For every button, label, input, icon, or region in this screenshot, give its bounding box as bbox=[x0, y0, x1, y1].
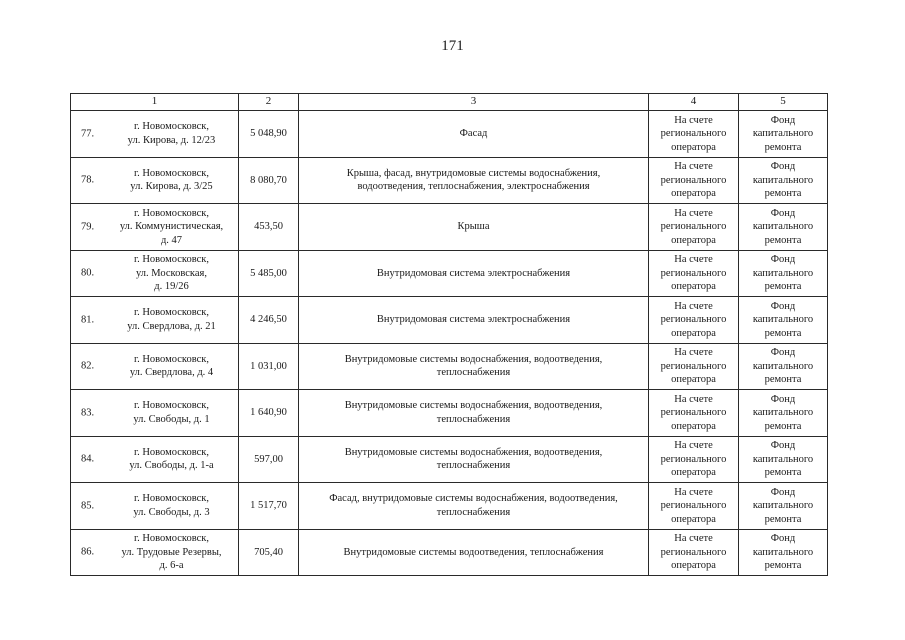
works-line: Крыша bbox=[457, 221, 490, 232]
table-row bbox=[71, 297, 828, 344]
account-cell bbox=[649, 343, 739, 390]
works-cell bbox=[299, 483, 649, 530]
fund-cell bbox=[739, 529, 828, 576]
fund-line: Фонд bbox=[770, 254, 796, 265]
account-line: оператора bbox=[671, 467, 716, 478]
fund-line: капитального bbox=[752, 267, 814, 279]
account-line: На счете bbox=[674, 114, 713, 126]
account-line: На счете bbox=[674, 533, 713, 544]
fund-line: капитального bbox=[752, 546, 814, 558]
column-header-1: 1 bbox=[71, 94, 239, 111]
fund-line: ремонта bbox=[764, 374, 802, 385]
cost-cell: 705,40 bbox=[239, 529, 299, 576]
row-number: 81. bbox=[81, 314, 95, 325]
fund-line: Фонд bbox=[770, 300, 796, 312]
table-row bbox=[71, 483, 828, 530]
address-line: ул. Свободы, д. 3 bbox=[133, 506, 210, 518]
account-line: оператора bbox=[671, 420, 716, 432]
column-header-3: 3 bbox=[299, 94, 649, 111]
works-cell bbox=[299, 250, 649, 297]
address-cell bbox=[71, 483, 239, 530]
address-line: г. Новомосковск, bbox=[133, 167, 210, 179]
address-line: г. Новомосковск, bbox=[133, 533, 210, 544]
account-cell bbox=[649, 250, 739, 297]
fund-line: Фонд bbox=[770, 440, 796, 451]
account-line: оператора bbox=[671, 281, 716, 292]
works-cell bbox=[299, 390, 649, 437]
account-line: регионального bbox=[660, 221, 727, 232]
address-cell bbox=[71, 297, 239, 344]
account-cell bbox=[649, 157, 739, 204]
address-cell bbox=[71, 250, 239, 297]
fund-line: ремонта bbox=[764, 234, 802, 246]
address-line: г. Новомосковск, bbox=[133, 446, 210, 458]
table-row bbox=[71, 343, 828, 390]
fund-cell bbox=[739, 297, 828, 344]
fund-line: ремонта bbox=[764, 281, 802, 292]
cost-cell: 1 517,70 bbox=[239, 483, 299, 530]
account-line: На счете bbox=[674, 393, 713, 405]
works-line: теплоснабжения bbox=[436, 506, 511, 518]
account-line: регионального bbox=[660, 174, 727, 186]
fund-line: Фонд bbox=[770, 533, 796, 544]
account-line: На счете bbox=[674, 161, 713, 172]
works-line: Внутридомовые системы водоснабжения, водоотведения, bbox=[344, 446, 603, 458]
address-line: г. Новомосковск, bbox=[133, 121, 210, 133]
account-line: оператора bbox=[671, 513, 716, 525]
row-number: 78. bbox=[81, 174, 95, 186]
fund-line: капитального bbox=[752, 221, 814, 232]
account-line: регионального bbox=[660, 267, 727, 279]
works-line: Фасад, внутридомовые системы водоснабжения, водоотведения, bbox=[329, 493, 618, 505]
fund-line: капитального bbox=[752, 407, 814, 418]
page-number: 171 bbox=[441, 38, 464, 54]
works-line: Внутридомовая система электроснабжения bbox=[376, 314, 571, 325]
fund-line: капитального bbox=[752, 360, 814, 372]
account-cell bbox=[649, 483, 739, 530]
cost-cell: 5 048,90 bbox=[239, 111, 299, 158]
account-line: оператора bbox=[671, 374, 716, 385]
address-cell bbox=[71, 204, 239, 251]
account-cell bbox=[649, 529, 739, 576]
works-line: Внутридомовые системы водоснабжения, водоотведения, bbox=[344, 353, 603, 365]
account-line: регионального bbox=[660, 360, 727, 372]
address-cell bbox=[71, 436, 239, 483]
address-line: г. Новомосковск, bbox=[133, 493, 210, 505]
works-cell bbox=[299, 436, 649, 483]
row-number: 86. bbox=[81, 546, 95, 558]
cost-cell: 4 246,50 bbox=[239, 297, 299, 344]
address-line: г. Новомосковск, bbox=[133, 400, 210, 412]
fund-line: капитального bbox=[752, 453, 814, 465]
works-cell bbox=[299, 529, 649, 576]
fund-line: ремонта bbox=[764, 513, 802, 525]
address-line: ул. Свердлова, д. 21 bbox=[127, 320, 216, 332]
account-line: регионального bbox=[660, 407, 727, 418]
account-line: оператора bbox=[671, 560, 716, 571]
cost-cell: 1 031,00 bbox=[239, 343, 299, 390]
row-number: 82. bbox=[81, 360, 95, 372]
fund-line: ремонта bbox=[764, 420, 802, 432]
address-line: ул. Кирова, д. 3/25 bbox=[130, 181, 213, 193]
address-line: ул. Московская, bbox=[136, 267, 207, 279]
account-line: На счете bbox=[674, 254, 713, 265]
cost-cell: 1 640,90 bbox=[239, 390, 299, 437]
works-line: водоотведения, теплоснабжения, электроснабжения bbox=[357, 181, 590, 193]
fund-line: Фонд bbox=[770, 207, 796, 219]
fund-cell bbox=[739, 111, 828, 158]
cost-cell: 8 080,70 bbox=[239, 157, 299, 204]
account-line: оператора bbox=[671, 141, 716, 153]
address-line: г. Новомосковск, bbox=[133, 254, 210, 265]
row-number: 80. bbox=[81, 267, 95, 279]
fund-line: Фонд bbox=[770, 393, 796, 405]
account-line: оператора bbox=[671, 234, 716, 246]
address-line: ул. Свободы, д. 1 bbox=[133, 413, 210, 425]
fund-cell bbox=[739, 343, 828, 390]
works-line: Крыша, фасад, внутридомовые системы водоснабжения, bbox=[346, 167, 601, 179]
address-line: ул. Свободы, д. 1-а bbox=[129, 460, 214, 472]
fund-line: ремонта bbox=[764, 188, 802, 199]
address-line: д. 19/26 bbox=[154, 281, 189, 292]
fund-line: Фонд bbox=[770, 486, 796, 498]
cost-cell: 453,50 bbox=[239, 204, 299, 251]
account-line: На счете bbox=[674, 440, 713, 451]
works-line: Внутридомовые системы водоснабжения, водоотведения, bbox=[344, 400, 603, 412]
column-header-4: 4 bbox=[649, 94, 739, 111]
fund-cell bbox=[739, 390, 828, 437]
fund-cell bbox=[739, 483, 828, 530]
row-number: 77. bbox=[81, 128, 95, 139]
fund-line: Фонд bbox=[770, 161, 796, 172]
table-row bbox=[71, 436, 828, 483]
account-line: На счете bbox=[674, 486, 713, 498]
fund-line: капитального bbox=[752, 500, 814, 511]
account-line: На счете bbox=[674, 347, 713, 358]
works-cell bbox=[299, 204, 649, 251]
account-line: На счете bbox=[674, 207, 713, 219]
fund-cell bbox=[739, 157, 828, 204]
address-line: д. 47 bbox=[160, 234, 183, 246]
account-line: регионального bbox=[660, 128, 727, 139]
row-number: 85. bbox=[81, 500, 95, 511]
column-number-row bbox=[71, 94, 828, 111]
column-header-5: 5 bbox=[739, 94, 828, 111]
address-cell bbox=[71, 157, 239, 204]
address-line: ул. Кирова, д. 12/23 bbox=[127, 134, 216, 146]
fund-line: капитального bbox=[752, 174, 814, 186]
account-cell bbox=[649, 436, 739, 483]
works-line: теплоснабжения bbox=[436, 413, 511, 425]
account-line: регионального bbox=[660, 453, 727, 465]
works-line: Внутридомовая система электроснабжения bbox=[376, 267, 571, 279]
works-line: теплоснабжения bbox=[436, 460, 511, 472]
row-number: 84. bbox=[81, 453, 95, 465]
address-cell bbox=[71, 111, 239, 158]
address-line: ул. Свердлова, д. 4 bbox=[129, 367, 214, 379]
table-row bbox=[71, 111, 828, 158]
address-cell bbox=[71, 529, 239, 576]
works-line: Фасад bbox=[459, 128, 488, 139]
account-cell bbox=[649, 297, 739, 344]
fund-line: капитального bbox=[752, 128, 814, 139]
fund-line: ремонта bbox=[764, 467, 802, 478]
works-cell bbox=[299, 343, 649, 390]
account-line: На счете bbox=[674, 300, 713, 312]
address-line: г. Новомосковск, bbox=[133, 307, 210, 319]
address-cell bbox=[71, 390, 239, 437]
address-line: д. 6-а bbox=[159, 560, 184, 571]
table-row bbox=[71, 390, 828, 437]
address-line: ул. Коммунистическая, bbox=[119, 221, 224, 232]
fund-line: Фонд bbox=[770, 114, 796, 126]
account-cell bbox=[649, 390, 739, 437]
account-cell bbox=[649, 204, 739, 251]
table-row bbox=[71, 250, 828, 297]
table-body bbox=[71, 111, 828, 576]
row-number: 79. bbox=[81, 221, 95, 232]
fund-line: ремонта bbox=[764, 560, 802, 571]
account-line: оператора bbox=[671, 327, 716, 339]
account-cell bbox=[649, 111, 739, 158]
repair-registry-table bbox=[70, 93, 828, 576]
fund-cell bbox=[739, 436, 828, 483]
cost-cell: 5 485,00 bbox=[239, 250, 299, 297]
account-line: оператора bbox=[671, 188, 716, 199]
table-row bbox=[71, 529, 828, 576]
fund-line: Фонд bbox=[770, 347, 796, 358]
fund-line: капитального bbox=[752, 314, 814, 325]
address-line: ул. Трудовые Резервы, bbox=[121, 546, 222, 558]
account-line: регионального bbox=[660, 314, 727, 325]
table-row bbox=[71, 157, 828, 204]
address-cell bbox=[71, 343, 239, 390]
works-cell bbox=[299, 111, 649, 158]
account-line: регионального bbox=[660, 500, 727, 511]
fund-line: ремонта bbox=[764, 327, 802, 339]
account-line: регионального bbox=[660, 546, 727, 558]
works-cell bbox=[299, 157, 649, 204]
fund-cell bbox=[739, 204, 828, 251]
fund-cell bbox=[739, 250, 828, 297]
works-line: теплоснабжения bbox=[436, 367, 511, 379]
works-cell bbox=[299, 297, 649, 344]
table-row bbox=[71, 204, 828, 251]
column-header-2: 2 bbox=[239, 94, 299, 111]
address-line: г. Новомосковск, bbox=[133, 353, 210, 365]
row-number: 83. bbox=[81, 407, 95, 418]
address-line: г. Новомосковск, bbox=[133, 207, 210, 219]
cost-cell: 597,00 bbox=[239, 436, 299, 483]
fund-line: ремонта bbox=[764, 141, 802, 153]
works-line: Внутридомовые системы водоотведения, теплоснабжения bbox=[343, 546, 604, 558]
